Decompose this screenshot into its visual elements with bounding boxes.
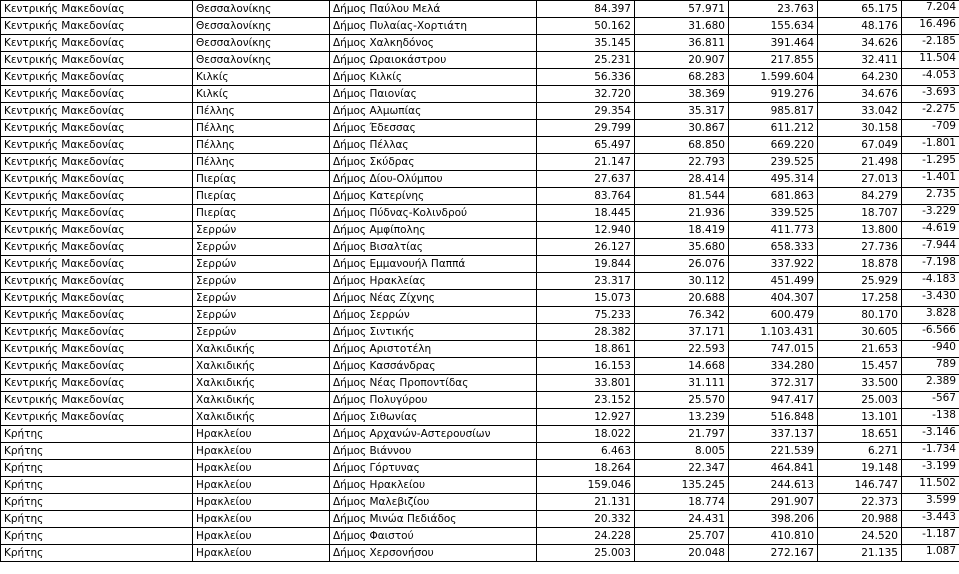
change-cell: 789 — [902, 358, 959, 375]
change-cell: -1.734 — [902, 443, 959, 460]
value-c-cell: 669.220 — [729, 137, 818, 154]
municipality-cell: Δήμος Γόρτυνας — [330, 460, 537, 477]
table-row — [1, 52, 959, 69]
value-a-cell: 33.801 — [537, 375, 635, 392]
table-row — [1, 273, 959, 290]
value-a-cell: 29.354 — [537, 103, 635, 120]
change-cell: -4.053 — [902, 69, 959, 86]
value-d-cell: 21.135 — [818, 545, 902, 562]
value-c-cell: 337.922 — [729, 256, 818, 273]
value-a-cell: 24.228 — [537, 528, 635, 545]
table-row — [1, 324, 959, 341]
value-b-cell: 28.414 — [635, 171, 729, 188]
prefecture-cell: Ηρακλείου — [193, 545, 330, 562]
region-cell: Κεντρικής Μακεδονίας — [1, 86, 193, 103]
region-cell: Κρήτης — [1, 511, 193, 528]
municipality-cell: Δήμος Κατερίνης — [330, 188, 537, 205]
prefecture-cell: Πέλλης — [193, 103, 330, 120]
value-c-cell: 337.137 — [729, 426, 818, 443]
table-row — [1, 443, 959, 460]
value-d-cell: 80.170 — [818, 307, 902, 324]
prefecture-cell: Σερρών — [193, 239, 330, 256]
change-cell: -1.295 — [902, 154, 959, 171]
value-a-cell: 32.720 — [537, 86, 635, 103]
value-a-cell: 18.264 — [537, 460, 635, 477]
municipality-cell: Δήμος Πύδνας-Κολινδρού — [330, 205, 537, 222]
municipality-cell: Δήμος Πολυγύρου — [330, 392, 537, 409]
region-cell: Κεντρικής Μακεδονίας — [1, 273, 193, 290]
value-b-cell: 20.907 — [635, 52, 729, 69]
value-c-cell: 372.317 — [729, 375, 818, 392]
table-row — [1, 545, 959, 562]
value-c-cell: 1.103.431 — [729, 324, 818, 341]
municipality-cell: Δήμος Χερσονήσου — [330, 545, 537, 562]
region-cell: Κεντρικής Μακεδονίας — [1, 324, 193, 341]
value-b-cell: 81.544 — [635, 188, 729, 205]
value-b-cell: 38.369 — [635, 86, 729, 103]
value-b-cell: 22.347 — [635, 460, 729, 477]
table-row — [1, 239, 959, 256]
municipality-cell: Δήμος Μαλεβιζίου — [330, 494, 537, 511]
region-cell: Κεντρικής Μακεδονίας — [1, 69, 193, 86]
value-a-cell: 16.153 — [537, 358, 635, 375]
value-c-cell: 398.206 — [729, 511, 818, 528]
region-cell: Κεντρικής Μακεδονίας — [1, 358, 193, 375]
region-cell: Κρήτης — [1, 494, 193, 511]
change-cell: -3.443 — [902, 511, 959, 528]
value-b-cell: 25.570 — [635, 392, 729, 409]
value-d-cell: 32.411 — [818, 52, 902, 69]
region-cell: Κεντρικής Μακεδονίας — [1, 103, 193, 120]
value-b-cell: 25.707 — [635, 528, 729, 545]
municipality-cell: Δήμος Παύλου Μελά — [330, 1, 537, 18]
table-row — [1, 256, 959, 273]
prefecture-cell: Κιλκίς — [193, 86, 330, 103]
value-b-cell: 21.797 — [635, 426, 729, 443]
value-b-cell: 31.111 — [635, 375, 729, 392]
value-b-cell: 24.431 — [635, 511, 729, 528]
value-a-cell: 29.799 — [537, 120, 635, 137]
prefecture-cell: Ηρακλείου — [193, 460, 330, 477]
prefecture-cell: Πιερίας — [193, 188, 330, 205]
change-cell: 2.735 — [902, 188, 959, 205]
prefecture-cell: Θεσσαλονίκης — [193, 1, 330, 18]
value-d-cell: 33.500 — [818, 375, 902, 392]
value-d-cell: 64.230 — [818, 69, 902, 86]
table-row — [1, 222, 959, 239]
value-b-cell: 20.688 — [635, 290, 729, 307]
value-b-cell: 20.048 — [635, 545, 729, 562]
municipality-cell: Δήμος Ηρακλείου — [330, 477, 537, 494]
region-cell: Κεντρικής Μακεδονίας — [1, 188, 193, 205]
table-row — [1, 86, 959, 103]
value-d-cell: 19.148 — [818, 460, 902, 477]
region-cell: Κεντρικής Μακεδονίας — [1, 256, 193, 273]
region-cell: Κεντρικής Μακεδονίας — [1, 375, 193, 392]
table-row — [1, 511, 959, 528]
municipality-cell: Δήμος Κασσάνδρας — [330, 358, 537, 375]
change-cell: -138 — [902, 409, 959, 426]
value-c-cell: 334.280 — [729, 358, 818, 375]
value-c-cell: 272.167 — [729, 545, 818, 562]
municipality-cell: Δήμος Βιάννου — [330, 443, 537, 460]
table-row — [1, 409, 959, 426]
municipality-cell: Δήμος Σκύδρας — [330, 154, 537, 171]
value-a-cell: 25.231 — [537, 52, 635, 69]
municipality-cell: Δήμος Δίου-Ολύμπου — [330, 171, 537, 188]
prefecture-cell: Σερρών — [193, 307, 330, 324]
value-a-cell: 6.463 — [537, 443, 635, 460]
table-row — [1, 137, 959, 154]
value-a-cell: 21.131 — [537, 494, 635, 511]
municipality-cell: Δήμος Αριστοτέλη — [330, 341, 537, 358]
value-b-cell: 36.811 — [635, 35, 729, 52]
value-a-cell: 20.332 — [537, 511, 635, 528]
value-d-cell: 25.929 — [818, 273, 902, 290]
value-c-cell: 947.417 — [729, 392, 818, 409]
change-cell: -1.187 — [902, 528, 959, 545]
region-cell: Κεντρικής Μακεδονίας — [1, 35, 193, 52]
value-c-cell: 391.464 — [729, 35, 818, 52]
table-row — [1, 307, 959, 324]
region-cell: Κεντρικής Μακεδονίας — [1, 52, 193, 69]
table-row — [1, 18, 959, 35]
region-cell: Κεντρικής Μακεδονίας — [1, 120, 193, 137]
change-cell: -3.146 — [902, 426, 959, 443]
table-row — [1, 426, 959, 443]
municipality-cell: Δήμος Ηρακλείας — [330, 273, 537, 290]
table-row — [1, 477, 959, 494]
value-d-cell: 15.457 — [818, 358, 902, 375]
table-row — [1, 494, 959, 511]
value-a-cell: 18.022 — [537, 426, 635, 443]
value-d-cell: 30.158 — [818, 120, 902, 137]
municipality-cell: Δήμος Αμφίπολης — [330, 222, 537, 239]
value-b-cell: 8.005 — [635, 443, 729, 460]
change-cell: 7.204 — [902, 1, 959, 18]
value-c-cell: 339.525 — [729, 205, 818, 222]
prefecture-cell: Ηρακλείου — [193, 426, 330, 443]
prefecture-cell: Κιλκίς — [193, 69, 330, 86]
value-b-cell: 35.680 — [635, 239, 729, 256]
value-b-cell: 68.283 — [635, 69, 729, 86]
value-c-cell: 239.525 — [729, 154, 818, 171]
value-c-cell: 600.479 — [729, 307, 818, 324]
value-c-cell: 291.907 — [729, 494, 818, 511]
change-cell: -1.801 — [902, 137, 959, 154]
table-row — [1, 120, 959, 137]
table-row — [1, 154, 959, 171]
region-cell: Κεντρικής Μακεδονίας — [1, 222, 193, 239]
region-cell: Κεντρικής Μακεδονίας — [1, 409, 193, 426]
table-row — [1, 392, 959, 409]
municipality-cell: Δήμος Σιντικής — [330, 324, 537, 341]
value-d-cell: 18.878 — [818, 256, 902, 273]
region-cell: Κεντρικής Μακεδονίας — [1, 290, 193, 307]
value-a-cell: 25.003 — [537, 545, 635, 562]
value-b-cell: 57.971 — [635, 1, 729, 18]
value-c-cell: 516.848 — [729, 409, 818, 426]
value-a-cell: 21.147 — [537, 154, 635, 171]
table-row — [1, 103, 959, 120]
value-a-cell: 26.127 — [537, 239, 635, 256]
region-cell: Κεντρικής Μακεδονίας — [1, 307, 193, 324]
municipality-cell: Δήμος Σιθωνίας — [330, 409, 537, 426]
value-c-cell: 155.634 — [729, 18, 818, 35]
prefecture-cell: Πέλλης — [193, 137, 330, 154]
value-a-cell: 18.861 — [537, 341, 635, 358]
region-cell: Κεντρικής Μακεδονίας — [1, 137, 193, 154]
change-cell: -567 — [902, 392, 959, 409]
value-a-cell: 159.046 — [537, 477, 635, 494]
region-cell: Κρήτης — [1, 460, 193, 477]
value-b-cell: 37.171 — [635, 324, 729, 341]
change-cell: -3.199 — [902, 460, 959, 477]
region-cell: Κεντρικής Μακεδονίας — [1, 341, 193, 358]
change-cell: 11.504 — [902, 52, 959, 69]
value-c-cell: 410.810 — [729, 528, 818, 545]
value-b-cell: 135.245 — [635, 477, 729, 494]
change-cell: 16.496 — [902, 18, 959, 35]
value-d-cell: 146.747 — [818, 477, 902, 494]
region-cell: Κεντρικής Μακεδονίας — [1, 239, 193, 256]
prefecture-cell: Ηρακλείου — [193, 443, 330, 460]
prefecture-cell: Χαλκιδικής — [193, 341, 330, 358]
municipality-cell: Δήμος Παιονίας — [330, 86, 537, 103]
change-cell: -7.198 — [902, 256, 959, 273]
prefecture-cell: Ηρακλείου — [193, 528, 330, 545]
value-d-cell: 22.373 — [818, 494, 902, 511]
prefecture-cell: Πέλλης — [193, 154, 330, 171]
change-cell: 11.502 — [902, 477, 959, 494]
prefecture-cell: Σερρών — [193, 324, 330, 341]
value-b-cell: 26.076 — [635, 256, 729, 273]
municipality-cell: Δήμος Πυλαίας-Χορτιάτη — [330, 18, 537, 35]
table-row — [1, 528, 959, 545]
value-b-cell: 76.342 — [635, 307, 729, 324]
value-b-cell: 30.867 — [635, 120, 729, 137]
value-c-cell: 611.212 — [729, 120, 818, 137]
municipality-cell: Δήμος Εμμανουήλ Παππά — [330, 256, 537, 273]
value-d-cell: 27.736 — [818, 239, 902, 256]
region-cell: Κρήτης — [1, 426, 193, 443]
value-d-cell: 21.653 — [818, 341, 902, 358]
municipality-cell: Δήμος Σερρών — [330, 307, 537, 324]
municipality-cell: Δήμος Έδεσσας — [330, 120, 537, 137]
region-cell: Κεντρικής Μακεδονίας — [1, 18, 193, 35]
value-c-cell: 451.499 — [729, 273, 818, 290]
region-cell: Κεντρικής Μακεδονίας — [1, 171, 193, 188]
value-b-cell: 18.419 — [635, 222, 729, 239]
value-d-cell: 27.013 — [818, 171, 902, 188]
value-a-cell: 15.073 — [537, 290, 635, 307]
municipality-cell: Δήμος Νέας Ζίχνης — [330, 290, 537, 307]
value-d-cell: 65.175 — [818, 1, 902, 18]
prefecture-cell: Χαλκιδικής — [193, 358, 330, 375]
value-c-cell: 23.763 — [729, 1, 818, 18]
value-a-cell: 12.940 — [537, 222, 635, 239]
municipality-cell: Δήμος Ωραιοκάστρου — [330, 52, 537, 69]
value-b-cell: 18.774 — [635, 494, 729, 511]
table-row — [1, 69, 959, 86]
prefecture-cell: Σερρών — [193, 256, 330, 273]
prefecture-cell: Πιερίας — [193, 171, 330, 188]
value-a-cell: 56.336 — [537, 69, 635, 86]
prefecture-cell: Θεσσαλονίκης — [193, 18, 330, 35]
prefecture-cell: Σερρών — [193, 273, 330, 290]
change-cell: -3.693 — [902, 86, 959, 103]
change-cell: -2.185 — [902, 35, 959, 52]
municipality-cell: Δήμος Νέας Προποντίδας — [330, 375, 537, 392]
table-body — [1, 1, 959, 562]
change-cell: -1.401 — [902, 171, 959, 188]
value-c-cell: 464.841 — [729, 460, 818, 477]
value-d-cell: 33.042 — [818, 103, 902, 120]
municipality-cell: Δήμος Βισαλτίας — [330, 239, 537, 256]
value-a-cell: 19.844 — [537, 256, 635, 273]
value-b-cell: 14.668 — [635, 358, 729, 375]
change-cell: -2.275 — [902, 103, 959, 120]
value-d-cell: 34.626 — [818, 35, 902, 52]
prefecture-cell: Πιερίας — [193, 205, 330, 222]
value-d-cell: 13.800 — [818, 222, 902, 239]
value-a-cell: 27.637 — [537, 171, 635, 188]
value-b-cell: 22.593 — [635, 341, 729, 358]
value-d-cell: 18.651 — [818, 426, 902, 443]
value-b-cell: 22.793 — [635, 154, 729, 171]
value-c-cell: 244.613 — [729, 477, 818, 494]
value-a-cell: 28.382 — [537, 324, 635, 341]
change-cell: 2.389 — [902, 375, 959, 392]
municipality-cell: Δήμος Φαιστού — [330, 528, 537, 545]
change-cell: 3.599 — [902, 494, 959, 511]
value-c-cell: 919.276 — [729, 86, 818, 103]
change-cell: -709 — [902, 120, 959, 137]
change-cell: -3.430 — [902, 290, 959, 307]
prefecture-cell: Χαλκιδικής — [193, 375, 330, 392]
table-row — [1, 205, 959, 222]
value-a-cell: 23.317 — [537, 273, 635, 290]
value-a-cell: 83.764 — [537, 188, 635, 205]
region-cell: Κεντρικής Μακεδονίας — [1, 392, 193, 409]
value-c-cell: 495.314 — [729, 171, 818, 188]
change-cell: -7.944 — [902, 239, 959, 256]
prefecture-cell: Σερρών — [193, 222, 330, 239]
value-d-cell: 21.498 — [818, 154, 902, 171]
table-row — [1, 460, 959, 477]
prefecture-cell: Πέλλης — [193, 120, 330, 137]
change-cell: -4.183 — [902, 273, 959, 290]
value-c-cell: 747.015 — [729, 341, 818, 358]
municipality-cell: Δήμος Χαλκηδόνος — [330, 35, 537, 52]
table-row — [1, 35, 959, 52]
region-cell: Κρήτης — [1, 528, 193, 545]
municipality-cell: Δήμος Κιλκίς — [330, 69, 537, 86]
table-row — [1, 290, 959, 307]
value-a-cell: 75.233 — [537, 307, 635, 324]
value-d-cell: 6.271 — [818, 443, 902, 460]
value-d-cell: 25.003 — [818, 392, 902, 409]
value-d-cell: 67.049 — [818, 137, 902, 154]
value-d-cell: 24.520 — [818, 528, 902, 545]
prefecture-cell: Ηρακλείου — [193, 494, 330, 511]
value-c-cell: 681.863 — [729, 188, 818, 205]
region-cell: Κεντρικής Μακεδονίας — [1, 205, 193, 222]
value-d-cell: 48.176 — [818, 18, 902, 35]
region-cell: Κεντρικής Μακεδονίας — [1, 1, 193, 18]
region-cell: Κρήτης — [1, 443, 193, 460]
region-cell: Κρήτης — [1, 545, 193, 562]
value-a-cell: 23.152 — [537, 392, 635, 409]
prefecture-cell: Χαλκιδικής — [193, 392, 330, 409]
prefecture-cell: Σερρών — [193, 290, 330, 307]
table-row — [1, 188, 959, 205]
municipality-cell: Δήμος Αρχανών-Αστερουσίων — [330, 426, 537, 443]
value-c-cell: 404.307 — [729, 290, 818, 307]
value-c-cell: 411.773 — [729, 222, 818, 239]
value-a-cell: 18.445 — [537, 205, 635, 222]
table-row — [1, 358, 959, 375]
region-cell: Κρήτης — [1, 477, 193, 494]
value-c-cell: 1.599.604 — [729, 69, 818, 86]
prefecture-cell: Ηρακλείου — [193, 511, 330, 528]
change-cell: 1.087 — [902, 545, 959, 562]
value-c-cell: 221.539 — [729, 443, 818, 460]
value-c-cell: 985.817 — [729, 103, 818, 120]
value-b-cell: 21.936 — [635, 205, 729, 222]
prefecture-cell: Χαλκιδικής — [193, 409, 330, 426]
municipality-cell: Δήμος Αλμωπίας — [330, 103, 537, 120]
value-a-cell: 65.497 — [537, 137, 635, 154]
value-b-cell: 68.850 — [635, 137, 729, 154]
change-cell: -3.229 — [902, 205, 959, 222]
value-d-cell: 13.101 — [818, 409, 902, 426]
change-cell: -6.566 — [902, 324, 959, 341]
table-row — [1, 171, 959, 188]
value-a-cell: 50.162 — [537, 18, 635, 35]
value-d-cell: 84.279 — [818, 188, 902, 205]
change-cell: 3.828 — [902, 307, 959, 324]
value-d-cell: 34.676 — [818, 86, 902, 103]
value-d-cell: 18.707 — [818, 205, 902, 222]
table-row — [1, 1, 959, 18]
table-row — [1, 341, 959, 358]
prefecture-cell: Θεσσαλονίκης — [193, 35, 330, 52]
value-a-cell: 84.397 — [537, 1, 635, 18]
value-b-cell: 30.112 — [635, 273, 729, 290]
value-c-cell: 658.333 — [729, 239, 818, 256]
table-row — [1, 375, 959, 392]
municipality-cell: Δήμος Πέλλας — [330, 137, 537, 154]
prefecture-cell: Ηρακλείου — [193, 477, 330, 494]
region-cell: Κεντρικής Μακεδονίας — [1, 154, 193, 171]
change-cell: -940 — [902, 341, 959, 358]
value-c-cell: 217.855 — [729, 52, 818, 69]
value-d-cell: 20.988 — [818, 511, 902, 528]
value-d-cell: 17.258 — [818, 290, 902, 307]
municipality-cell: Δήμος Μινώα Πεδιάδος — [330, 511, 537, 528]
value-b-cell: 13.239 — [635, 409, 729, 426]
value-b-cell: 31.680 — [635, 18, 729, 35]
value-b-cell: 35.317 — [635, 103, 729, 120]
value-a-cell: 12.927 — [537, 409, 635, 426]
prefecture-cell: Θεσσαλονίκης — [193, 52, 330, 69]
value-d-cell: 30.605 — [818, 324, 902, 341]
change-cell: -4.619 — [902, 222, 959, 239]
value-a-cell: 35.145 — [537, 35, 635, 52]
